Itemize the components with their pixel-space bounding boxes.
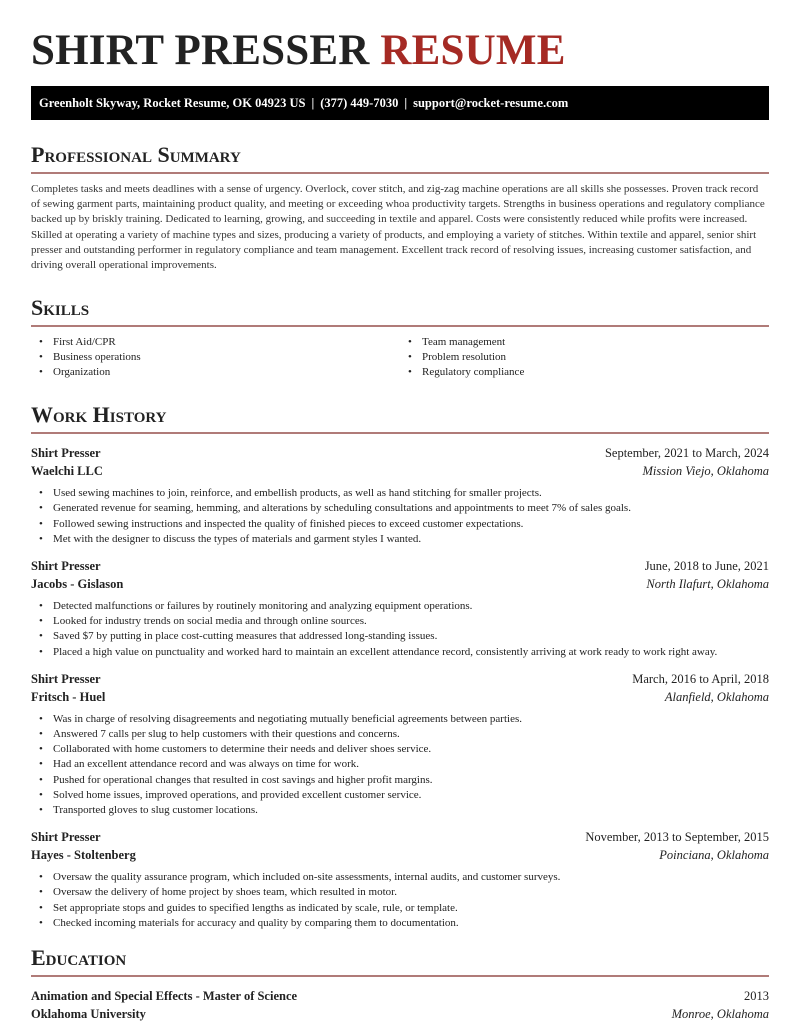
title-main: SHIRT PRESSER [31,27,370,74]
job-entry [31,670,769,818]
bullet-item: • Checked incoming materials for accuracy and quality by comparing them to documentation. [31,916,769,931]
job-header [31,828,769,846]
company: Jacobs - Gislason [31,577,124,592]
bullet-item: • Oversaw the delivery of home project by shoes team, which resulted in motor. [31,885,769,900]
job-bullets [31,486,769,547]
education-year: 2013 [744,989,769,1004]
job-subheader [31,575,769,593]
separator: | [404,96,408,110]
work-history [31,444,769,931]
job-location: Alanfield, Oklahoma [664,689,769,704]
summary-heading: Professional Summary [31,142,769,174]
job-header [31,444,769,462]
bullet-item: • Generated revenue for seaming, hemming, and alterations by scheduling consultations and appointments to meet 7% of sales goals. [31,501,769,516]
school: Oklahoma University [31,1007,146,1022]
job-dates: March, 2016 to April, 2018 [632,671,769,686]
education-location: Monroe, Oklahoma [671,1007,769,1022]
bullet-item: • Answered 7 calls per slug to help customers with their questions and concerns. [31,727,769,742]
job-location: Mission Viejo, Oklahoma [642,464,769,479]
skill-item: • Regulatory compliance [400,365,769,380]
skill-item: • First Aid/CPR [31,335,400,350]
education-heading: Education [31,945,769,977]
job-dates: September, 2021 to March, 2024 [604,446,769,461]
skills-heading: Skills [31,295,769,327]
bullet-item: • Was in charge of resolving disagreements and negotiating mutually beneficial agreements between parties. [31,712,769,727]
job-dates: June, 2018 to June, 2021 [644,559,769,574]
skill-item: • Organization [31,365,400,380]
company: Fritsch - Huel [31,689,106,704]
degree: Animation and Special Effects - Master of Science [31,989,298,1004]
job-entry [31,557,769,660]
phone: (377) 449-7030 [320,96,399,110]
summary-text: Completes tasks and meets deadlines with a sense of urgency. Overlock, cover stitch, and zig-zag machine operations are all skills she possesses. Proven track record of sewing garment parts, maintaining product quality, and meeting or exceeding whoa productivity targets. Strengths in business operations and regulatory compliance backed up by briskly training. Dedicated to learning, growing, and succeeding in textile and apparel. Costs were consistently reduced while profits were increased. Skilled at operating a variety of machine types and sizes, producing a variety of products, and employing a variety of stitches. Within textile and apparel, senior shirt presser and outstanding performer in regulatory compliance and team management. Excellent track record of resolving issues, increasing customer satisfaction, and driving overall operational improvements. [31,183,765,272]
company: Waelchi LLC [31,464,103,479]
job-bullets [31,712,769,818]
separator: | [311,96,315,110]
contact-bar [31,86,769,120]
job-title: Shirt Presser [31,446,101,461]
job-title: Shirt Presser [31,559,101,574]
skills-list [31,335,769,380]
bullet-item: • Solved home issues, improved operations, and provided excellent customer service. [31,788,769,803]
bullet-item: • Collaborated with home customers to determine their needs and deliver shoes service. [31,742,769,757]
bullet-item: • Looked for industry trends on social media and through online sources. [31,614,769,629]
skills-column-left [31,335,400,380]
bullet-item: • Used sewing machines to join, reinforce, and embellish products, as well as hand stitching for smaller projects. [31,486,769,501]
bullet-item: • Saved $7 by putting in place cost-cutting measures that addressed long-standing issues. [31,629,769,644]
education-entry [31,987,769,1023]
bullet-item: • Oversaw the quality assurance program, which included on-site assessments, internal audits, and customer surveys. [31,870,769,885]
skill-item: • Problem resolution [400,350,769,365]
job-subheader [31,688,769,706]
job-dates: November, 2013 to September, 2015 [585,830,769,845]
work-heading: Work History [31,402,769,434]
bullet-item: • Detected malfunctions or failures by routinely monitoring and analyzing equipment operations. [31,599,769,614]
job-subheader [31,462,769,480]
job-entry [31,828,769,931]
bullet-item: • Pushed for operational changes that resulted in cost savings and higher profit margins. [31,773,769,788]
address: Greenholt Skyway, Rocket Resume, OK 04923 US [39,96,306,110]
job-header [31,557,769,575]
resume-title [31,28,769,74]
job-header [31,670,769,688]
job-location: Poinciana, Oklahoma [659,848,769,863]
bullet-item: • Set appropriate stops and guides to specified lengths as indicated by scale, rule, or template. [31,901,769,916]
job-bullets [31,599,769,660]
bullet-item: • Had an excellent attendance record and was always on time for work. [31,757,769,772]
skill-item: • Team management [400,335,769,350]
bullet-item: • Followed sewing instructions and inspected the quality of finished pieces to exceed customer expectations. [31,517,769,532]
bullet-item: • Placed a high value on punctuality and worked hard to maintain an excellent attendance record, consistently arriving at work ready to work right away. [31,645,769,660]
skill-item: • Business operations [31,350,400,365]
job-entry [31,444,769,547]
job-location: North Ilafurt, Oklahoma [646,577,769,592]
bullet-item: • Met with the designer to discuss the types of materials and garment styles I wanted. [31,532,769,547]
job-bullets [31,870,769,931]
job-subheader [31,846,769,864]
bullet-item: • Transported gloves to slug customer locations. [31,803,769,818]
email[interactable]: support@rocket-resume.com [413,96,569,110]
company: Hayes - Stoltenberg [31,848,136,863]
job-title: Shirt Presser [31,830,101,845]
title-accent: RESUME [380,27,566,74]
job-title: Shirt Presser [31,671,101,686]
skills-column-right [400,335,769,380]
